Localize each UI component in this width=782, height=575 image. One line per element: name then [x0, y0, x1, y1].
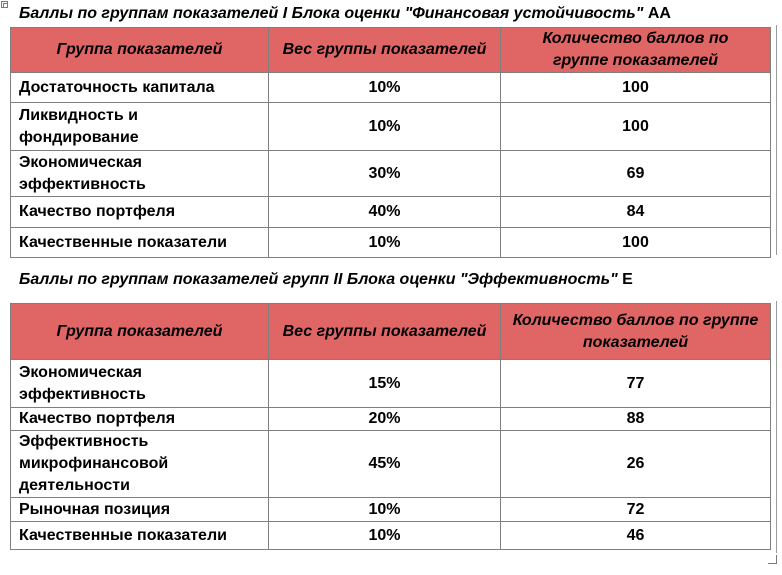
table-row: [11, 197, 771, 228]
row-score: 100: [501, 73, 771, 103]
table-move-handle-icon[interactable]: [1, 1, 8, 8]
table2-caption-rating: Е: [622, 271, 633, 288]
table-row: [11, 151, 771, 197]
row-weight: 30%: [269, 151, 501, 197]
table-row: [11, 103, 771, 151]
table2-header-score: Количество баллов по группе показателей: [501, 304, 771, 360]
row-group-name: Качество портфеля: [11, 408, 269, 431]
row-group-name: Качественные показатели: [11, 228, 269, 258]
row-group-name: Экономическая эффективность: [11, 360, 269, 408]
row-group-name: Ликвидность и фондирование: [11, 103, 269, 151]
row-score: 100: [501, 103, 771, 151]
row-score: 72: [501, 498, 771, 522]
row-score: 77: [501, 360, 771, 408]
table2-selection-edge: [776, 301, 777, 553]
row-weight: 10%: [269, 522, 501, 550]
table1-caption: [19, 5, 671, 23]
row-score: 69: [501, 151, 771, 197]
row-score: 26: [501, 431, 771, 498]
row-group-name: Рыночная позиция: [11, 498, 269, 522]
table-row: [11, 408, 771, 431]
table1-selection-edge: [776, 25, 777, 255]
table-row: [11, 431, 771, 498]
table-row: [11, 73, 771, 103]
row-score: 46: [501, 522, 771, 550]
table-resize-handle-icon[interactable]: [768, 555, 777, 564]
table1-header-row: [11, 28, 771, 73]
row-weight: 45%: [269, 431, 501, 498]
row-group-name: Достаточность капитала: [11, 73, 269, 103]
row-score: 88: [501, 408, 771, 431]
row-group-name: Качество портфеля: [11, 197, 269, 228]
table-row: [11, 228, 771, 258]
table1-header-weight: Вес группы показателей: [269, 28, 501, 73]
table-row: [11, 498, 771, 522]
row-weight: 40%: [269, 197, 501, 228]
table2-header-group: Группа показателей: [11, 304, 269, 360]
table-row: [11, 360, 771, 408]
table1-caption-text: Баллы по группам показателей I Блока оценки "Финансовая устойчивость": [19, 5, 644, 22]
row-group-name: Эффективность микрофинансовой деятельности: [11, 431, 269, 498]
table2-caption-text: Баллы по группам показателей групп II Блока оценки "Эффективность": [19, 271, 618, 288]
table1-header-score: Количество баллов по группе показателей: [501, 28, 771, 73]
row-weight: 10%: [269, 73, 501, 103]
row-weight: 15%: [269, 360, 501, 408]
table1-caption-rating: АА: [647, 5, 671, 22]
table2-efficiency: [10, 303, 771, 550]
table-row: [11, 522, 771, 550]
row-group-name: Экономическая эффективность: [11, 151, 269, 197]
row-score: 100: [501, 228, 771, 258]
row-weight: 10%: [269, 103, 501, 151]
row-score: 84: [501, 197, 771, 228]
table2-header-row: [11, 304, 771, 360]
row-weight: 20%: [269, 408, 501, 431]
row-group-name: Качественные показатели: [11, 522, 269, 550]
row-weight: 10%: [269, 498, 501, 522]
table2-caption: [19, 271, 633, 289]
table1-header-group: Группа показателей: [11, 28, 269, 73]
row-weight: 10%: [269, 228, 501, 258]
table1-financial-stability: [10, 27, 771, 258]
table2-header-weight: Вес группы показателей: [269, 304, 501, 360]
